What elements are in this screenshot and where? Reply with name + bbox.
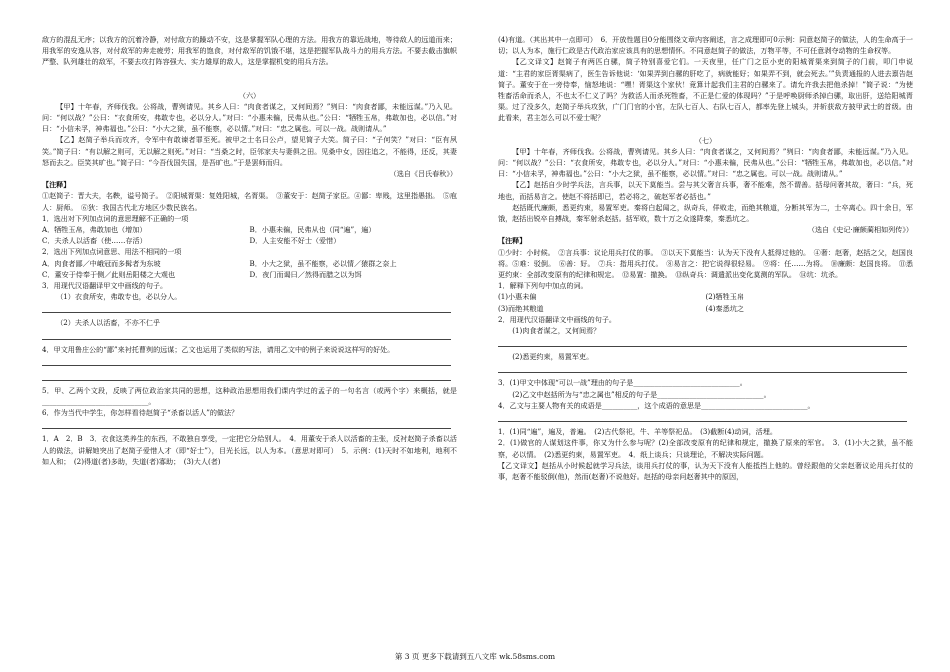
option-text: B．小大之狱，虽不能察，必以情／猿群之奈上 [249,258,397,268]
text-paragraph: 【注释】 [42,180,71,190]
option-text: B．小惠未徧，民弗从也（同“遍”，遍） [249,225,376,235]
text-paragraph: (4)有道。（其出其中一点即可） 6．开放性题目0分能围绕文章内容阐述，言之成理即可0示例：同意赵简子的做法，人的生命高于一切；以人为本，施行仁政是古代政治家应该具有的思想情怀。不同意赵简子的做法，万物平等，不可任意剥夺动物的生命权等。 [498,35,913,56]
text-paragraph: ①赵简子：晋大夫，名鞅，谥号简子。 ②阳城胥渠：复姓阳城，名胥渠。 ③董安于：赵简子家臣。④鄙：卑贱，这里指愚拙。 ⑤庖人：厨师。 ⑥狄：我国古代北方地区少数民族名。 [42,191,457,212]
answer-line [498,411,907,422]
text-paragraph: 【甲】十年春，齐师伐我。公将战，曹刿请见。其乡人曰：“肉食者谋之，又何间焉？”刿曰：“肉食者鄙，未能远谋。”乃入见。问：“何以战？”公曰：“衣食所安，弗敢专也，必以分人。”对曰：“小惠未徧，民弗从也。”公曰：“牺牲玉帛，弗敢加也，必以信。”对曰：“小信未孚，神弗福也。”公曰：“小大之狱，虽不能察，必以情。”对曰：“忠之属也。可以一战。战则请从。” [42,101,457,134]
text-paragraph: （六） [238,90,261,100]
text-paragraph: 【乙文译文】赵括从小时候起就学习兵法，谈用兵打仗的事，认为天下没有人能抵挡上他的。曾经跟他的父亲赵奢议论用兵打仗的事，赵奢不能驳倒(他)，然而(赵奢)不说他好。赵括的母亲问赵奢其中的原因， [498,460,913,481]
text-paragraph: （2）夫杀人以活畜，不亦不仁乎 [56,318,161,328]
text-paragraph: 2．(1)做官的人谋划这件事，你又为什么参与呢？(2)全部改变原有的纪律和规定，撤换了原来的军官。 3．(1)小大之狱，虽不能察，必以情。 (2)悉更约束，易置军吏。 4．纸上谈兵；只谈理论，不解决实际问题。 [498,438,913,459]
text-paragraph: 2．用现代汉语翻译文中画线的句子。 [498,314,617,324]
left-column [42,34,457,467]
text-paragraph: 1．A 2．B 3．衣食这类养生的东西，不敢独自享受，一定把它分给别人。 4．用董安于杀人以活畜的主张，反衬赵简子杀畜以活人的做法，讲解她突出了赵简子爱惜人才（即“好士”），目光长远，以人为本。（意思对即可） 5．示例：(1)天时不如地利，地利不如人和； (2)得道(者)多助，失道(者)寡助； (3)大人(者) [42,434,457,466]
spacer [42,68,457,79]
text-paragraph: 【乙】赵简子举兵而攻齐，令军中有敢谏者罪至死。被甲之士名曰公卢，望见简子大笑。简子曰：“子何笑？”对曰：“臣有夙笑。”简子曰：“有以解之则可，无以解之则死。”对曰：“当桑之时，臣邻家夫与妻俱之田。见桑中女，因往追之，不能得，还反，其妻怒而去之。臣笑其旷也。”简子曰：“今吾伐国失国，是吾旷也。”于是罢师而归。 [42,135,457,167]
text-paragraph: 4．甲文用鲁庄公的“鄙”来衬托曹刿的远谋；乙文也运用了类似的写法，请用乙文中的例子来说说这样写的好处。 [42,344,395,354]
page-footer: 第 3 页 更多下载请到五八文库 wk.58sms.com [394,652,556,661]
text-paragraph: 3．(1)甲文中体现“可以一战”理由的句子是______________________________。 [498,378,747,388]
option-text: (2)牺牲玉帛 [705,292,744,302]
text-paragraph: (2)乙文中赵括所为与“忠之属也”相反的句子是______________________________。 [512,389,771,399]
answer-line [42,329,451,340]
text-paragraph: 【甲】十年春，齐师伐我。公将战，曹刿请见。其乡人曰：“肉食者谋之，又何间焉？”刿曰：“肉食者鄙，未能远谋。”乃入见。问：“何以战？”公曰：“衣食所安，弗敢专也，必以分人。”对曰：“小惠未徧，民弗从也。”公曰：“牺牲玉帛，弗敢加也，必以信。”对曰：“小信未孚，神弗福也。”公曰：“小大之狱，虽不能察，必以情。”对曰：“忠之属也。可以一战。战则请从。” [498,146,913,179]
option-row [42,224,457,235]
text-paragraph: 1．解释下列句中加点的词。 [498,281,588,291]
option-text: A．牺牲玉帛，弗敢加也（增加） [42,225,147,235]
text-paragraph: 6．作为当代中学生，你怎样看待赵简子“杀畜以活人”的做法？ [42,408,239,418]
text-paragraph: 3．用现代汉语翻译甲文中画线的句子。 [42,281,168,291]
answer-line [42,302,451,313]
text-paragraph: 【注释】 [498,236,527,246]
right-column [498,34,913,482]
option-text: C．夫杀人以活畜（使……存活） [42,236,147,246]
answer-line [42,370,451,381]
text-paragraph: （1）衣食所安，弗敢专也，必以分人。 [56,292,182,302]
answer-line [498,362,907,373]
option-row [42,235,457,246]
text-paragraph: ①少时：小时候。 ②言兵事：议论用兵打仗的事。 ③以天下莫能当：认为天下没有人抵得过他的。 ④奢：赵奢，赵括之父，赵国良将。⑤难：驳倒。 ⑥善：好。 ⑦兵：指用兵打仗。 ⑧易言之：把它说得很轻易。 ⑨将：任……为将。 ⑩廉颇：赵国良将。 ⑪悉更约束：全部改变原有的纪律和规定。 ⑫易置：撤换。 ⑬纵奇兵：调遣派出变化莫测的军队。 ⑭坑：坑杀。 [498,247,913,280]
option-text: (4)秦悉坑之 [705,303,744,313]
text-paragraph: 赵括既代廉颇，悉更约束，易置军吏。秦将白起闻之，纵奇兵，佯败走，而绝其粮道，分断其军为二，士卒离心。四十余日，军饿，赵括出锐卒自搏战，秦军射杀赵括。括军败，数十万之众遂降秦，秦悉坑之。 [498,202,913,224]
option-text: A．肉食者鄙／中峨冠而多髯者为东坡 [42,258,161,268]
text-paragraph: （七） [694,135,717,145]
text-paragraph: 1．选出对下列加点词的意思理解不正确的一项 [42,213,189,223]
option-text: (3)而绝其粮道 [498,303,544,313]
option-text: (1)小惠未偏 [498,292,537,302]
option-row [498,303,913,314]
answer-line [42,418,451,429]
text-paragraph: 1．(1)同“遍”，遍及，普遍。 (2)古代祭祀，牛、羊等祭祀品。 (3)截断(4)动词，活埋。 [498,427,777,437]
text-paragraph: （选自《史记·廉颇蔺相如列传》） [807,225,913,235]
text-paragraph: (1)肉食者谋之，又何间焉？ [512,326,601,336]
option-text: D．夜门而谒曰／然得而腊之以为饵 [249,269,362,279]
answer-line [42,355,451,366]
answer-line [498,336,907,347]
text-paragraph: 5．甲、乙两个文段，反映了两位政治家共同的思想，这种政治思想用我们课内学过的孟子的一句名言（或两个字）来概括，就是______________________________。 [42,385,457,407]
option-row [42,258,457,269]
option-row [498,291,913,302]
text-paragraph: 【乙】赵括自少时学兵法，言兵事，以天下莫能当。尝与其父奢言兵事，奢不能难，然不谓善。括母问奢其故，奢曰：“兵，死地也，而括易言之。使赵不将括即已，若必将之，破赵军者必括也。” [498,180,913,201]
option-text: D．人主安能不好士（爱惜） [249,236,341,246]
spacer [42,79,457,90]
text-paragraph: 4．乙文与主要人物有关的成语是__________，这个成语的意思是______________________________。 [498,400,815,410]
text-paragraph: 敌方的混乱无序；以我方的沉着冷静，对付敌方的躁动不安，这是掌握军队心理的方法。用我方的靠近战地，等待敌人的远道而来；用我军的安逸从容，对付敌军的奔走疲劳；用我军的饱食，对付敌军的饥饿不堪，这是把握军队战斗力的用兵方法。不要去截击旗帜严整、队列雄壮的敌军，不要去攻打阵容强大、实力雄厚的敌人，这是掌握机变的用兵方法。 [42,35,457,67]
text-paragraph: （选自《吕氏春秋》） [389,169,457,179]
text-paragraph: 2．选出下列加点词意思、用法不相同的一项 [42,247,182,257]
text-paragraph: 【乙文译文】赵简子有两匹白骡，简子特别喜爱它们。一天夜里，任广门之臣小吏的阳城胥渠来到简子的门前，叩门申说道：“主君的家臣胥渠病了，医生告诉他说：‘如果弄到白骡的肝吃了，病就能好；如果弄不到，就会死去。’”负责通报的人进去禀告赵简子。董安于在一旁侍奉，恼怒地说：“嘿！胥渠这个家伙！竟算计起我们主君的白骡来了。请允许我去把他杀掉！”简子说：“为使牲畜活命而杀人，不也太不仁义了吗？为救活人而杀死牲畜，不正是仁爱的体现吗？”于是呼唤厨师杀掉白骡，取出肝，送给阳城胥渠。过了没多久，赵简子举兵攻狄，广门门官的小官，左队七百人、右队七百人，都率先登上城头，并斩获敌方披甲武士的首级。由此看来，君主怎么可以不爱士呢？ [498,57,913,123]
option-row [42,269,457,280]
option-text: C．董安于侍奉于侧／此则岳阳楼之大观也 [42,269,176,279]
spacer [498,124,913,135]
text-paragraph: (2)悉更约束，易置军吏。 [512,352,594,362]
